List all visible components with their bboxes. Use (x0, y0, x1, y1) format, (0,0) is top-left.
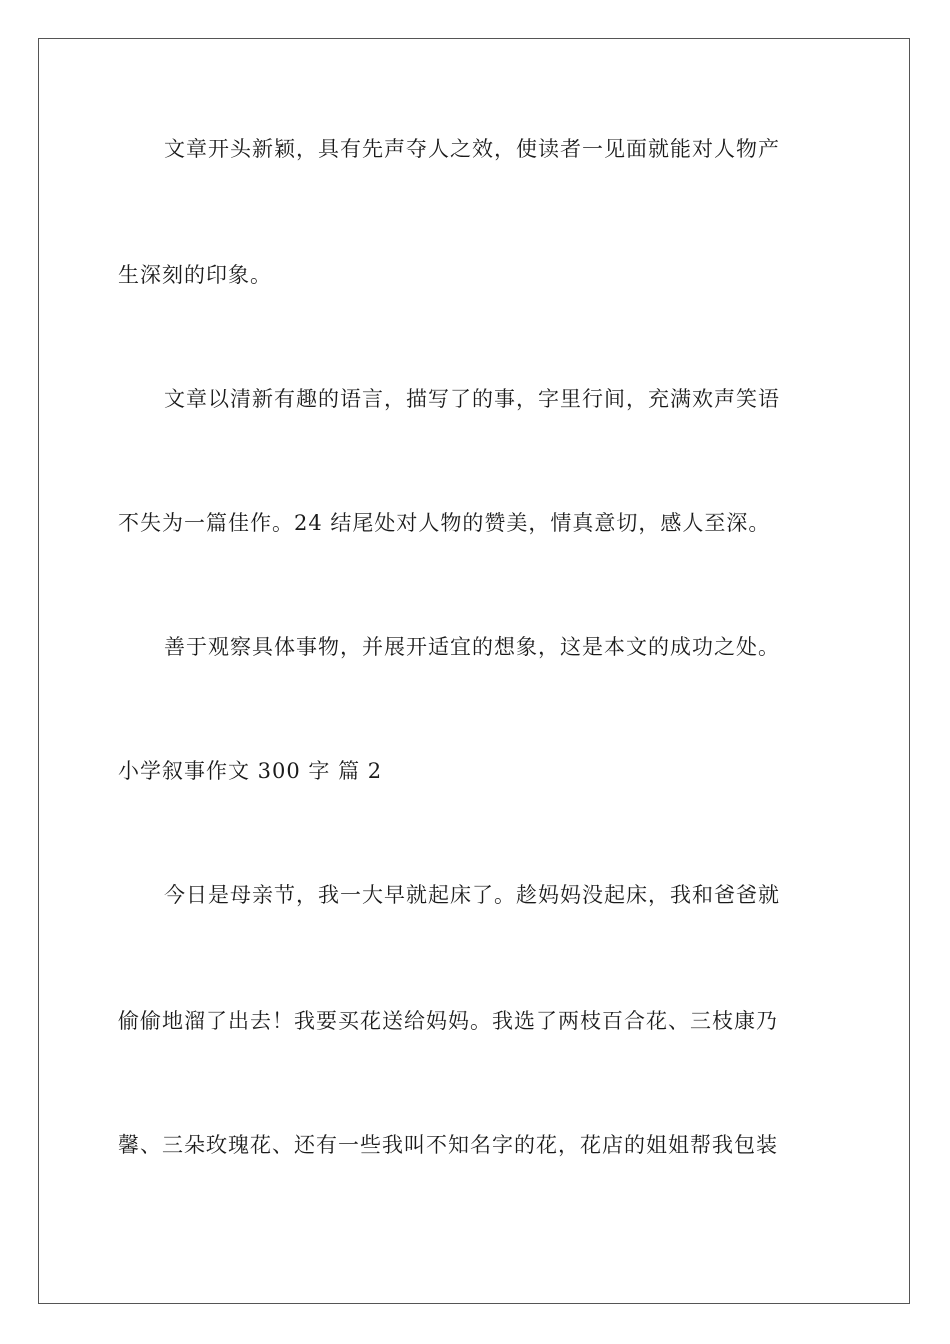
paragraph-1-line-2: 生深刻的印象。 (118, 263, 272, 287)
section-heading: 小学叙事作文 300 字 篇 2 (118, 759, 383, 783)
page-border (38, 38, 910, 1304)
paragraph-2-line-2: 不失为一篇佳作。24 结尾处对人物的赞美，情真意切，感人至深。 (118, 511, 771, 535)
paragraph-4-line-1: 今日是母亲节，我一大早就起床了。趁妈妈没起床，我和爸爸就 (164, 883, 780, 907)
paragraph-4-line-3: 馨、三朵玫瑰花、还有一些我叫不知名字的花，花店的姐姐帮我包装 (118, 1133, 778, 1157)
paragraph-1-line-1: 文章开头新颖，具有先声夺人之效，使读者一见面就能对人物产 (164, 137, 780, 161)
paragraph-4-line-2: 偷偷地溜了出去！我要买花送给妈妈。我选了两枝百合花、三枝康乃 (118, 1009, 778, 1033)
paragraph-3-line-1: 善于观察具体事物，并展开适宜的想象，这是本文的成功之处。 (164, 635, 780, 659)
paragraph-2-line-1: 文章以清新有趣的语言，描写了的事，字里行间，充满欢声笑语 (164, 387, 780, 411)
